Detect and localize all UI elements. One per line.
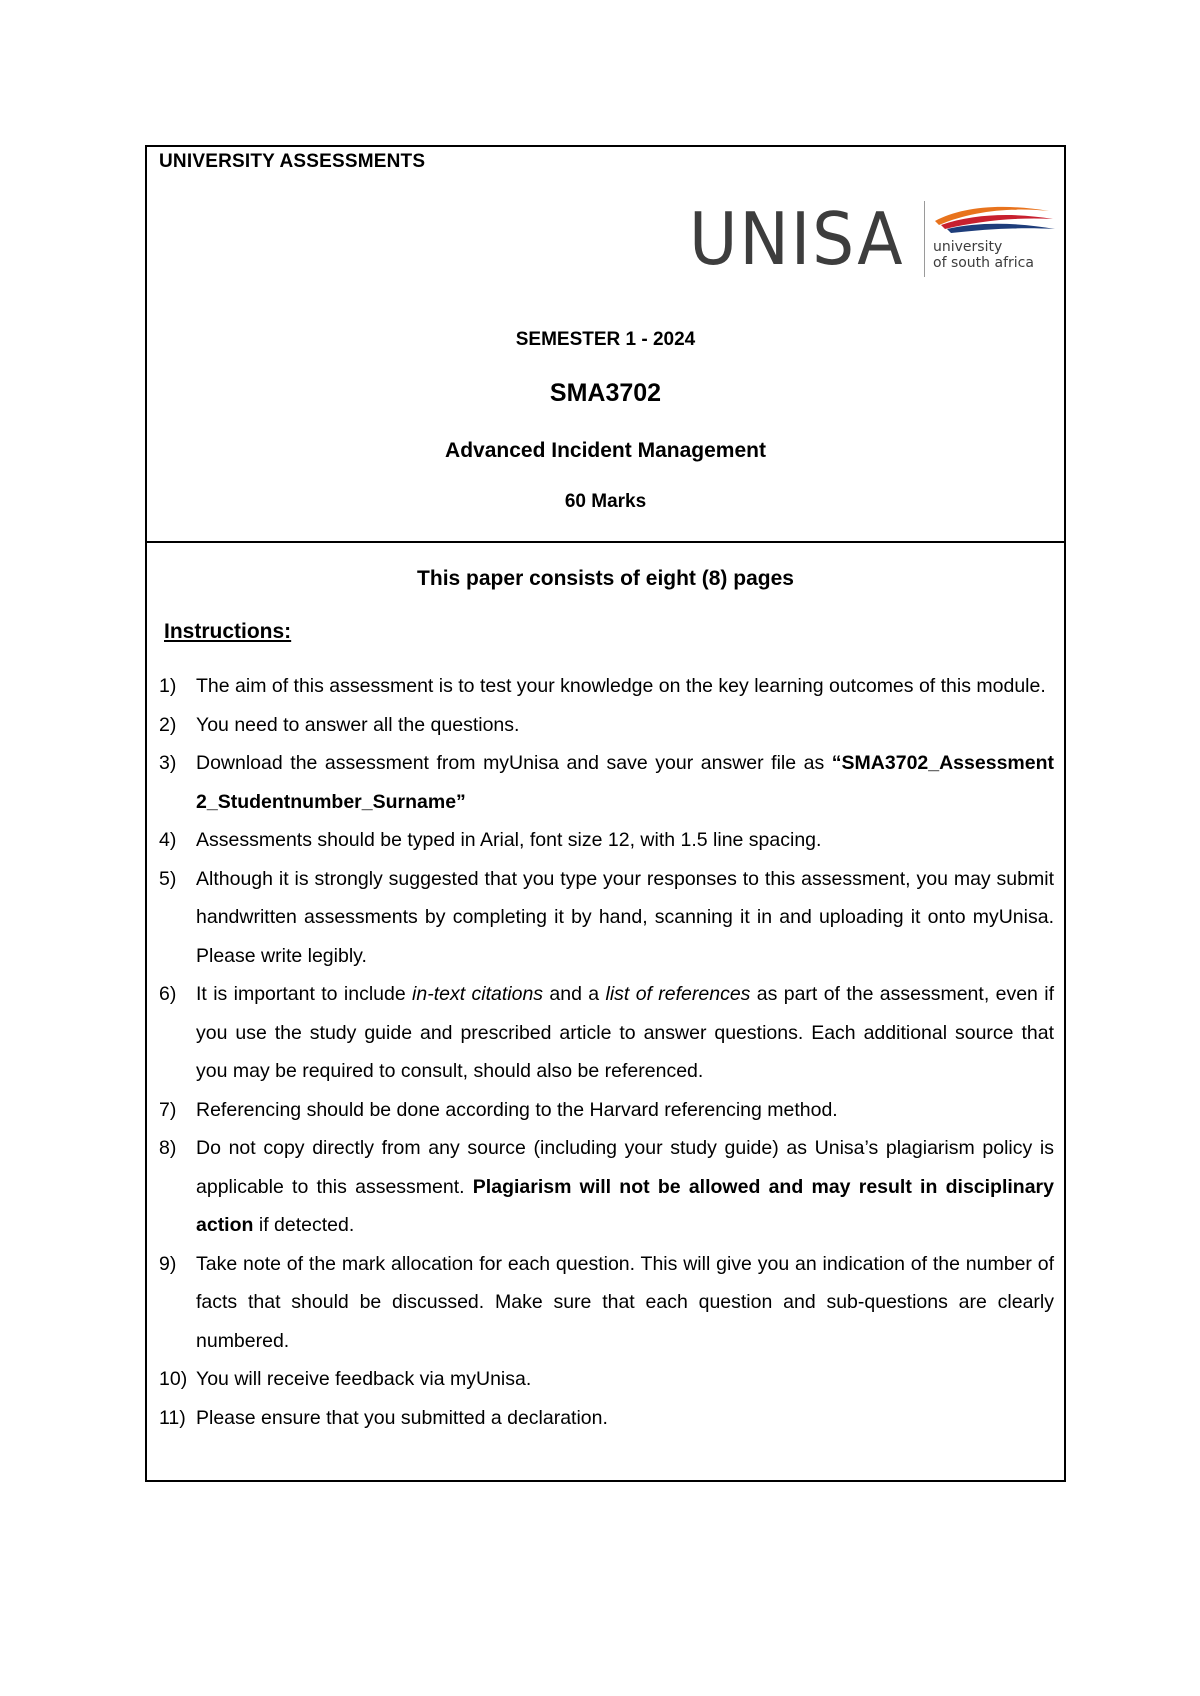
- instruction-text: Download the assessment from myUnisa and save your answer file as: [196, 752, 832, 774]
- instruction-item: [159, 975, 1054, 1091]
- org-name: UNIVERSITY ASSESSMENTS: [159, 151, 426, 172]
- instruction-text: The aim of this assessment is to test your knowledge on the key learning outcomes of this module.: [196, 675, 1046, 697]
- cover-body: [147, 543, 1064, 1480]
- pages-note: This paper consists of eight (8) pages: [417, 567, 794, 590]
- instruction-text: list of references: [605, 983, 751, 1005]
- cover-header: [147, 147, 1064, 543]
- instruction-number: 10): [159, 1368, 188, 1390]
- instruction-text: Although it is strongly suggested that you type your responses to this assessment, you may submit handwritten assessments by completing it by hand, scanning it in and uploading it onto myUnisa. Please write legibly.: [196, 867, 1054, 967]
- logo-wordmark: UNISA: [689, 197, 905, 281]
- swoosh-icon: [931, 199, 1057, 239]
- unisa-logo: [689, 199, 1059, 279]
- instruction-item: [159, 667, 1054, 706]
- logo-tagline-line1: university: [933, 239, 1003, 255]
- instruction-item: [159, 1091, 1054, 1130]
- instruction-item: [159, 860, 1054, 976]
- instruction-number: 3): [159, 752, 177, 774]
- instruction-item: [159, 1360, 1054, 1399]
- semester-label: SEMESTER 1 - 2024: [515, 329, 696, 350]
- instruction-text: Referencing should be done according to the Harvard referencing method.: [196, 1098, 838, 1121]
- instruction-number: 8): [159, 1137, 177, 1159]
- instruction-item: [159, 821, 1054, 860]
- module-code: SMA3702: [549, 379, 662, 407]
- instruction-item: [159, 744, 1054, 821]
- instruction-text: Plagiarism will not be allowed and may result in disciplinary action: [196, 1175, 1054, 1236]
- instruction-text: and a: [543, 983, 606, 1005]
- instruction-item: [159, 1399, 1054, 1438]
- instruction-text: Please ensure that you submitted a declaration.: [196, 1406, 608, 1429]
- instruction-text: Assessments should be typed in Arial, font size 12, with 1.5 line spacing.: [196, 829, 822, 851]
- instruction-number: 11): [159, 1406, 186, 1429]
- instruction-text: Take note of the mark allocation for each question. This will give you an indication of the number of facts that should be discussed. Make sure that each question and sub-questions are clearly numbered.: [196, 1252, 1054, 1352]
- instruction-number: 6): [159, 983, 177, 1005]
- instruction-text: You need to answer all the questions.: [196, 713, 520, 736]
- instruction-number: 2): [159, 713, 177, 736]
- instructions-title: Instructions:: [164, 620, 292, 643]
- assessment-cover-frame: [145, 145, 1066, 1482]
- instruction-text: in-text citations: [412, 983, 544, 1005]
- instructions-list: [159, 667, 1054, 1437]
- logo-tagline: [933, 239, 1034, 271]
- instruction-text: as part of the assessment, even if you use the study guide and prescribed article to answer questions. Each additional source that you may be required to consult, should also be referenced.: [196, 983, 1054, 1082]
- total-marks: 60 Marks: [564, 491, 647, 512]
- instruction-number: 1): [159, 675, 177, 697]
- logo-tagline-line2: of south africa: [933, 255, 1034, 271]
- module-name: Advanced Incident Management: [445, 439, 766, 462]
- instruction-text: You will receive feedback via myUnisa.: [196, 1368, 532, 1390]
- instruction-text: “SMA3702_Assessment 2_Studentnumber_Surname”: [196, 752, 1054, 813]
- instruction-text: Do not copy directly from any source (including your study guide) as Unisa’s plagiarism policy is applicable to this assessment.: [196, 1137, 1054, 1198]
- instruction-text: It is important to include: [196, 983, 413, 1005]
- instruction-item: [159, 706, 1054, 745]
- instruction-item: [159, 1129, 1054, 1245]
- instruction-number: 7): [159, 1098, 177, 1121]
- instruction-number: 9): [159, 1252, 177, 1275]
- logo-separator: [924, 201, 925, 277]
- instruction-number: 4): [159, 829, 177, 851]
- instruction-text: if detected.: [253, 1214, 355, 1236]
- instruction-item: [159, 1245, 1054, 1361]
- instruction-number: 5): [159, 867, 177, 890]
